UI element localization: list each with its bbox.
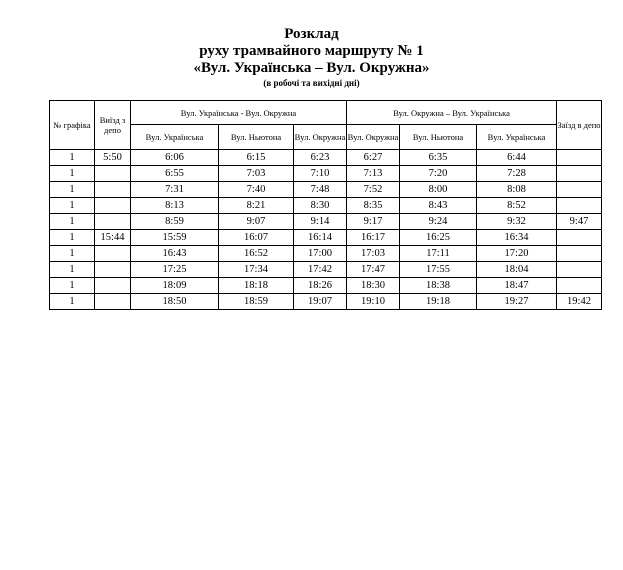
header-stop: Вул. Ньютона — [219, 125, 294, 150]
cell-time: 18:26 — [294, 278, 347, 294]
cell-schedule-number: 1 — [50, 166, 95, 182]
cell-depot-departure: 15:44 — [95, 230, 131, 246]
cell-time: 6:06 — [131, 150, 219, 166]
cell-time: 19:10 — [347, 294, 400, 310]
table-row — [50, 198, 602, 214]
cell-depot-departure — [95, 198, 131, 214]
cell-time: 18:59 — [219, 294, 294, 310]
cell-time: 17:34 — [219, 262, 294, 278]
schedule-header — [50, 101, 602, 150]
cell-depot-return — [557, 278, 602, 294]
cell-time: 17:42 — [294, 262, 347, 278]
cell-depot-return — [557, 246, 602, 262]
cell-time: 17:00 — [294, 246, 347, 262]
title-days-note: (в робочі та вихідні дні) — [263, 78, 360, 88]
cell-schedule-number: 1 — [50, 150, 95, 166]
cell-time: 16:25 — [400, 230, 477, 246]
cell-time: 6:23 — [294, 150, 347, 166]
header-direction-1: Вул. Українська - Вул. Окружна — [131, 101, 347, 125]
cell-depot-return — [557, 230, 602, 246]
title-heading: Розклад — [284, 26, 339, 42]
cell-depot-return — [557, 182, 602, 198]
cell-time: 7:28 — [477, 166, 557, 182]
cell-time: 9:17 — [347, 214, 400, 230]
cell-time: 19:07 — [294, 294, 347, 310]
cell-depot-departure — [95, 246, 131, 262]
header-schedule-number: № графіка — [50, 101, 95, 150]
cell-time: 9:14 — [294, 214, 347, 230]
schedule-body — [50, 150, 602, 310]
header-stop: Вул. Українська — [131, 125, 219, 150]
cell-time: 8:59 — [131, 214, 219, 230]
cell-depot-departure — [95, 166, 131, 182]
cell-time: 6:15 — [219, 150, 294, 166]
cell-time: 18:50 — [131, 294, 219, 310]
cell-schedule-number: 1 — [50, 230, 95, 246]
cell-time: 6:35 — [400, 150, 477, 166]
title-direction: «Вул. Українська – Вул. Окружна» — [193, 60, 430, 76]
cell-depot-departure — [95, 214, 131, 230]
cell-depot-return — [557, 198, 602, 214]
cell-time: 18:38 — [400, 278, 477, 294]
cell-time: 7:31 — [131, 182, 219, 198]
cell-time: 7:10 — [294, 166, 347, 182]
table-row — [50, 182, 602, 198]
cell-depot-departure — [95, 182, 131, 198]
cell-schedule-number: 1 — [50, 198, 95, 214]
cell-time: 7:52 — [347, 182, 400, 198]
cell-time: 17:03 — [347, 246, 400, 262]
cell-time: 8:08 — [477, 182, 557, 198]
table-row — [50, 294, 602, 310]
cell-time: 7:03 — [219, 166, 294, 182]
cell-time: 17:47 — [347, 262, 400, 278]
cell-time: 16:14 — [294, 230, 347, 246]
cell-schedule-number: 1 — [50, 294, 95, 310]
cell-time: 18:30 — [347, 278, 400, 294]
header-stop: Вул. Окружна — [294, 125, 347, 150]
cell-time: 17:20 — [477, 246, 557, 262]
cell-time: 16:34 — [477, 230, 557, 246]
cell-time: 8:13 — [131, 198, 219, 214]
cell-depot-return: 19:42 — [557, 294, 602, 310]
cell-time: 7:40 — [219, 182, 294, 198]
header-depot-return: Заїзд в депо — [557, 101, 602, 150]
cell-time: 17:55 — [400, 262, 477, 278]
cell-depot-departure — [95, 278, 131, 294]
cell-time: 16:07 — [219, 230, 294, 246]
header-stop: Вул. Ньютона — [400, 125, 477, 150]
cell-time: 17:11 — [400, 246, 477, 262]
cell-time: 6:27 — [347, 150, 400, 166]
cell-time: 6:44 — [477, 150, 557, 166]
cell-time: 8:21 — [219, 198, 294, 214]
title-route: руху трамвайного маршруту № 1 — [199, 43, 424, 59]
cell-time: 7:48 — [294, 182, 347, 198]
header-stop: Вул. Окружна — [347, 125, 400, 150]
cell-depot-return — [557, 166, 602, 182]
cell-time: 8:30 — [294, 198, 347, 214]
cell-time: 18:04 — [477, 262, 557, 278]
cell-schedule-number: 1 — [50, 278, 95, 294]
cell-depot-return — [557, 262, 602, 278]
cell-time: 7:13 — [347, 166, 400, 182]
cell-time: 9:32 — [477, 214, 557, 230]
cell-depot-departure — [95, 262, 131, 278]
cell-time: 16:52 — [219, 246, 294, 262]
cell-schedule-number: 1 — [50, 246, 95, 262]
cell-depot-departure — [95, 294, 131, 310]
document-title — [0, 26, 623, 89]
cell-schedule-number: 1 — [50, 214, 95, 230]
cell-time: 6:55 — [131, 166, 219, 182]
cell-time: 8:35 — [347, 198, 400, 214]
cell-depot-departure: 5:50 — [95, 150, 131, 166]
cell-schedule-number: 1 — [50, 262, 95, 278]
header-stop: Вул. Українська — [477, 125, 557, 150]
table-row — [50, 230, 602, 246]
schedule-table — [49, 100, 602, 310]
cell-schedule-number: 1 — [50, 182, 95, 198]
table-row — [50, 278, 602, 294]
cell-time: 8:52 — [477, 198, 557, 214]
table-row — [50, 214, 602, 230]
cell-time: 16:17 — [347, 230, 400, 246]
table-row — [50, 262, 602, 278]
cell-time: 16:43 — [131, 246, 219, 262]
cell-time: 19:27 — [477, 294, 557, 310]
table-row — [50, 246, 602, 262]
cell-depot-return: 9:47 — [557, 214, 602, 230]
cell-depot-return — [557, 150, 602, 166]
header-direction-2: Вул. Окружна – Вул. Українська — [347, 101, 557, 125]
table-row — [50, 166, 602, 182]
header-depot-departure: Виїзд з депо — [95, 101, 131, 150]
cell-time: 8:00 — [400, 182, 477, 198]
cell-time: 8:43 — [400, 198, 477, 214]
cell-time: 18:47 — [477, 278, 557, 294]
table-row — [50, 150, 602, 166]
cell-time: 17:25 — [131, 262, 219, 278]
cell-time: 9:24 — [400, 214, 477, 230]
cell-time: 7:20 — [400, 166, 477, 182]
cell-time: 9:07 — [219, 214, 294, 230]
cell-time: 15:59 — [131, 230, 219, 246]
cell-time: 18:09 — [131, 278, 219, 294]
cell-time: 18:18 — [219, 278, 294, 294]
cell-time: 19:18 — [400, 294, 477, 310]
